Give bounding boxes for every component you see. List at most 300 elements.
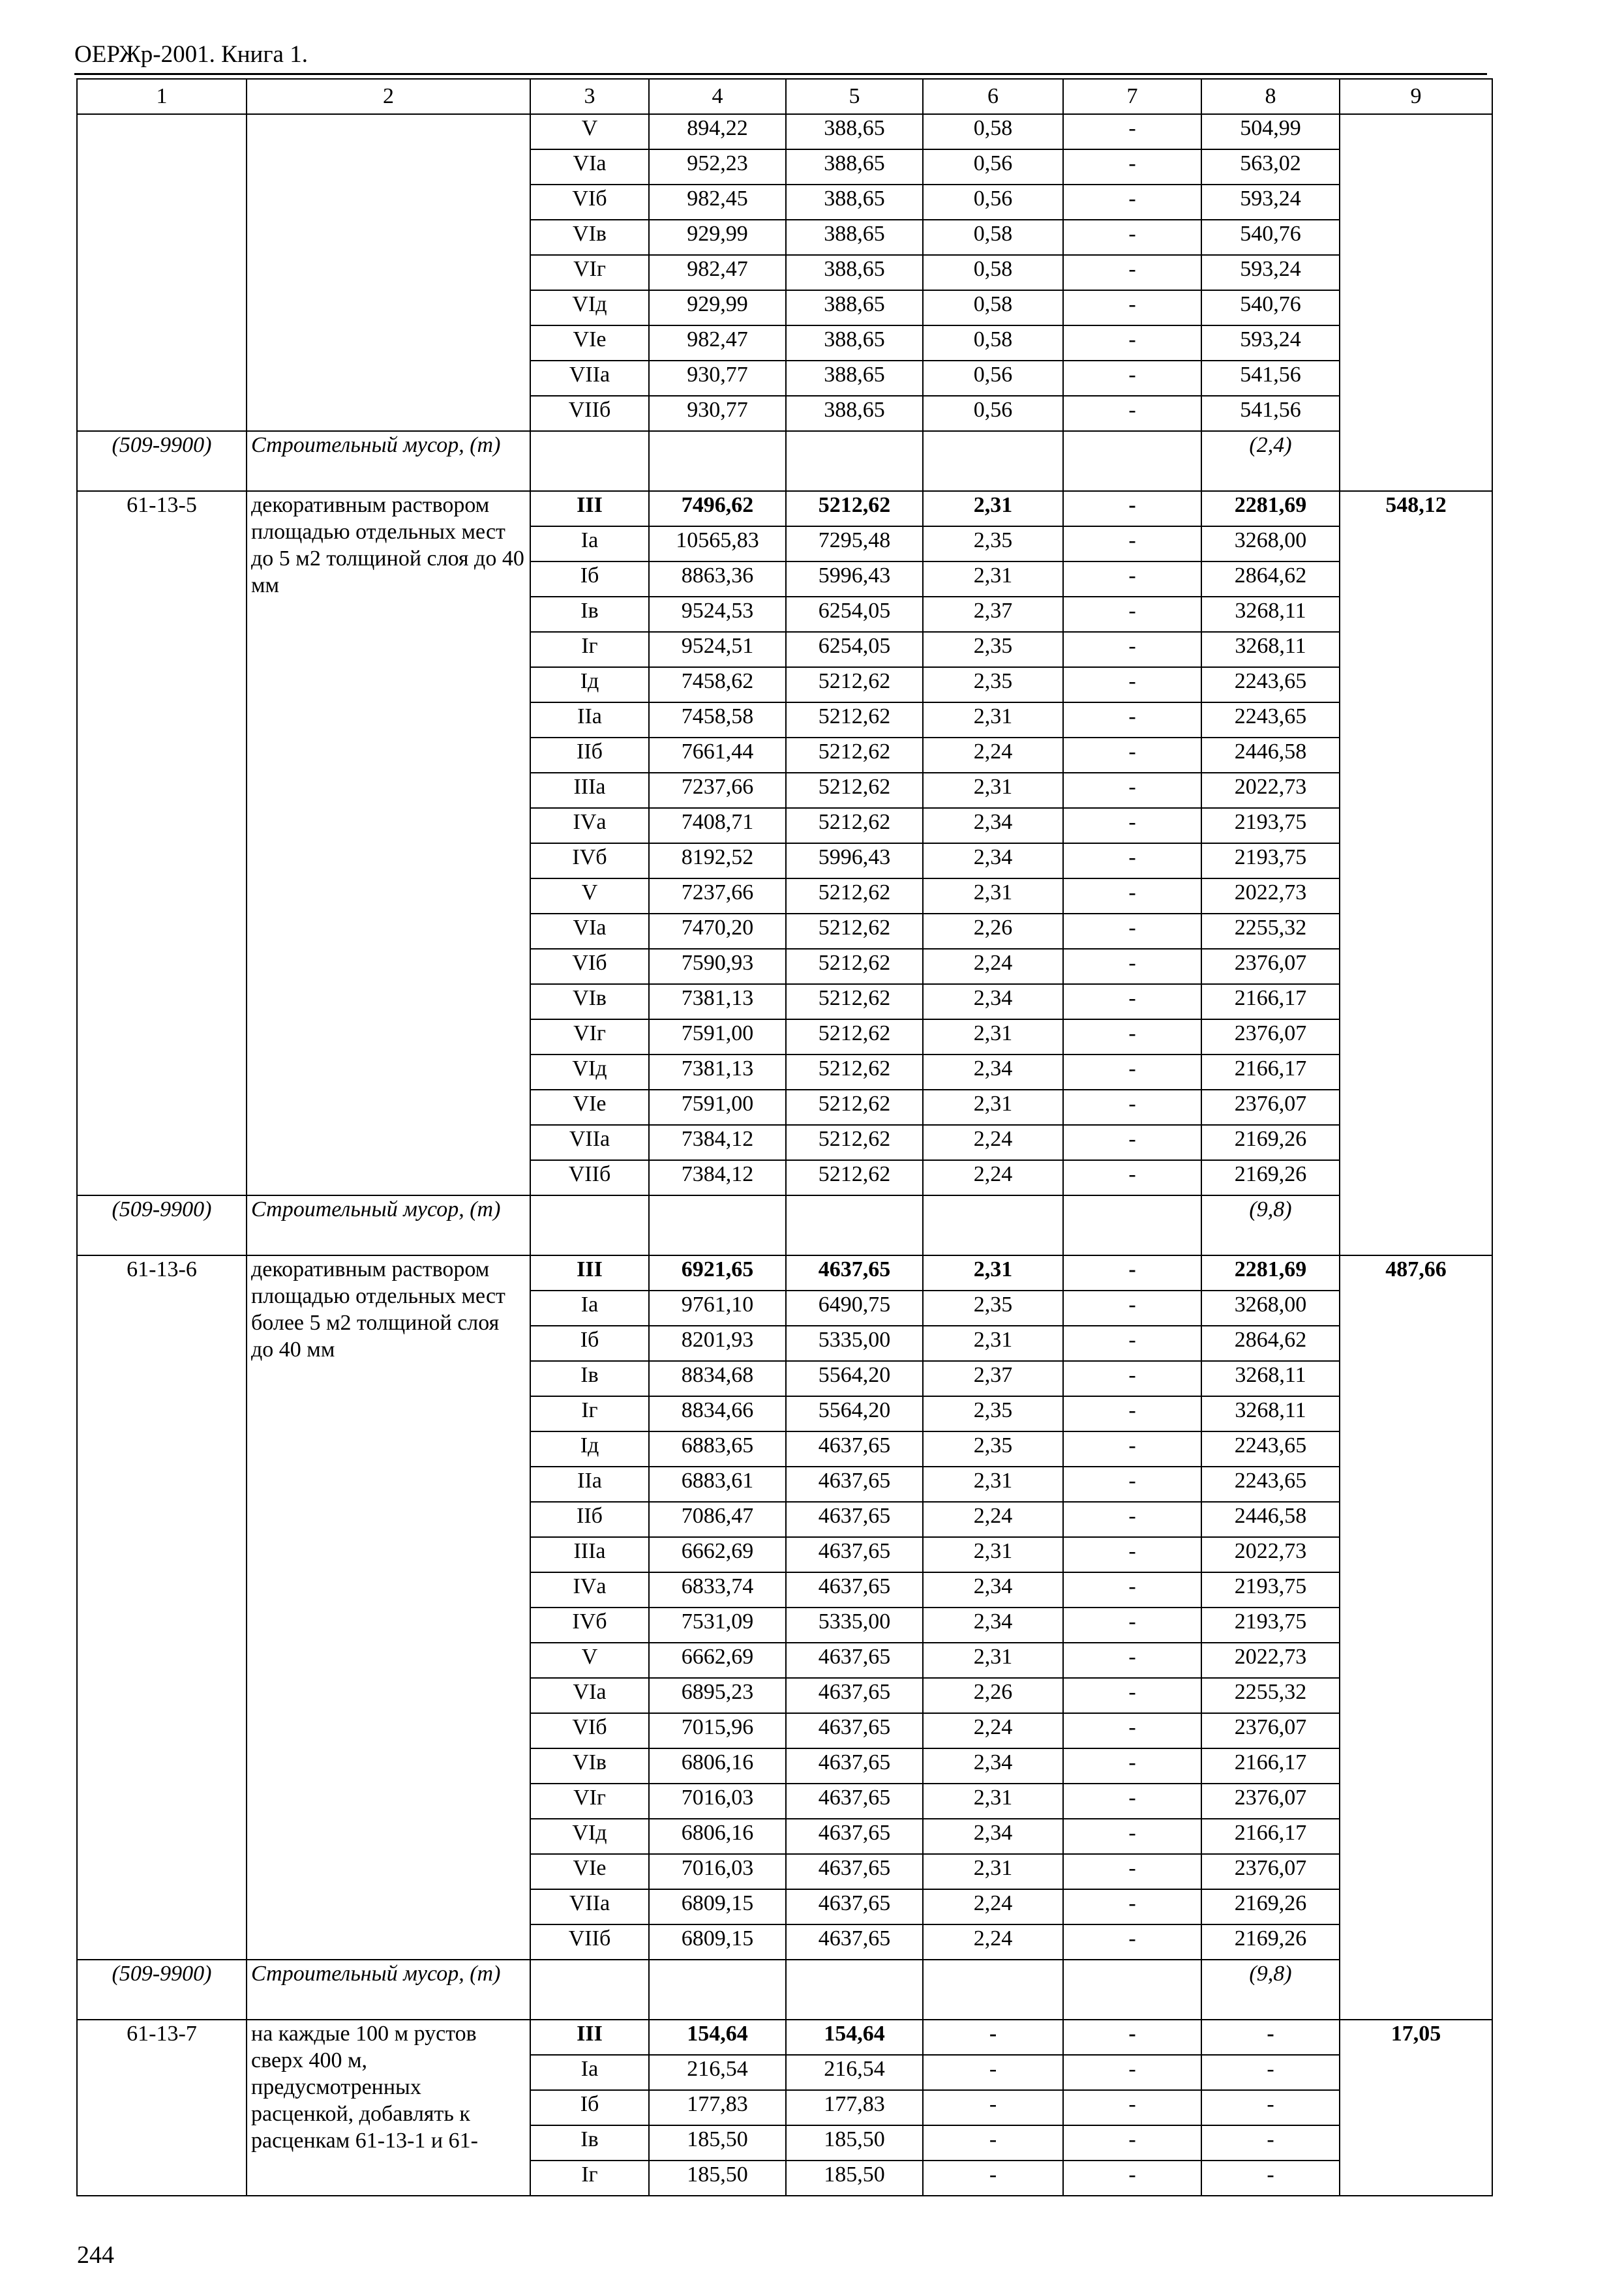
table-cell: - xyxy=(1201,2161,1340,2196)
table-cell: 4637,65 xyxy=(786,1748,923,1784)
empty-cell xyxy=(530,1960,649,2020)
table-cell: 541,56 xyxy=(1201,396,1340,431)
table-cell: - xyxy=(1063,255,1201,290)
table-cell: 563,02 xyxy=(1201,149,1340,185)
table-cell: Iв xyxy=(530,1361,649,1396)
table-cell: VIг xyxy=(530,255,649,290)
table-cell: Iд xyxy=(530,667,649,702)
table-cell: 2,24 xyxy=(923,1502,1063,1537)
table-cell: 8201,93 xyxy=(649,1326,786,1361)
table-cell: 6662,69 xyxy=(649,1643,786,1678)
table-cell: 3268,11 xyxy=(1201,597,1340,632)
table-cell: 2022,73 xyxy=(1201,773,1340,808)
table-cell: VIIа xyxy=(530,1889,649,1924)
table-cell: IVа xyxy=(530,808,649,843)
table-cell: - xyxy=(923,2020,1063,2055)
table-cell: 4637,65 xyxy=(786,1431,923,1467)
table-cell: - xyxy=(1063,984,1201,1019)
waste-value: (2,4) xyxy=(1201,431,1340,491)
table-cell: VIе xyxy=(530,1090,649,1125)
table-cell: 3268,11 xyxy=(1201,1361,1340,1396)
table-cell: VIа xyxy=(530,1678,649,1713)
table-cell: 2,31 xyxy=(923,878,1063,914)
table-cell: 4637,65 xyxy=(786,1643,923,1678)
table-cell: 5212,62 xyxy=(786,1160,923,1195)
table-cell: 7384,12 xyxy=(649,1125,786,1160)
table-cell: III xyxy=(530,1255,649,1291)
table-cell: 6883,65 xyxy=(649,1431,786,1467)
table-cell: 4637,65 xyxy=(786,1713,923,1748)
table-cell: 7237,66 xyxy=(649,878,786,914)
table-cell: - xyxy=(1063,1160,1201,1195)
table-body xyxy=(77,114,1492,2196)
table-cell: 930,77 xyxy=(649,361,786,396)
table-cell: 5996,43 xyxy=(786,843,923,878)
table-cell: 2446,58 xyxy=(1201,738,1340,773)
table-cell: IVб xyxy=(530,843,649,878)
table-cell: 8834,66 xyxy=(649,1396,786,1431)
table-cell: 7591,00 xyxy=(649,1090,786,1125)
table-cell: 2,26 xyxy=(923,914,1063,949)
table-cell: 388,65 xyxy=(786,220,923,255)
table-cell: VIд xyxy=(530,290,649,325)
table-cell: 2,35 xyxy=(923,1396,1063,1431)
table-cell: Iв xyxy=(530,2125,649,2161)
table-cell: - xyxy=(1063,1291,1201,1326)
table-cell: Iб xyxy=(530,2090,649,2125)
column-number: 2 xyxy=(247,79,530,114)
table-cell: - xyxy=(923,2125,1063,2161)
table-cell: - xyxy=(1063,1502,1201,1537)
table-cell: - xyxy=(1063,1572,1201,1608)
table-cell: 982,47 xyxy=(649,325,786,361)
table-cell: 388,65 xyxy=(786,325,923,361)
total-value xyxy=(1340,114,1492,491)
table-cell: - xyxy=(1201,2055,1340,2090)
total-value: 548,12 xyxy=(1340,491,1492,1255)
table-cell: 0,58 xyxy=(923,325,1063,361)
table-cell: - xyxy=(1063,1019,1201,1055)
table-cell: 7086,47 xyxy=(649,1502,786,1537)
table-cell: IVб xyxy=(530,1608,649,1643)
table-cell: 5212,62 xyxy=(786,1019,923,1055)
empty-cell xyxy=(1063,1195,1201,1255)
table-cell: 5996,43 xyxy=(786,561,923,597)
empty-cell xyxy=(786,431,923,491)
table-cell: 9524,51 xyxy=(649,632,786,667)
table-cell: 2166,17 xyxy=(1201,1748,1340,1784)
table-cell: 5212,62 xyxy=(786,949,923,984)
table-cell: - xyxy=(1063,1819,1201,1854)
table-cell: Iа xyxy=(530,526,649,561)
page-number: 244 xyxy=(77,2241,114,2269)
rates-table xyxy=(76,78,1493,2196)
column-number: 7 xyxy=(1063,79,1201,114)
table-cell: 2169,26 xyxy=(1201,1889,1340,1924)
table-cell: 5212,62 xyxy=(786,491,923,526)
waste-row xyxy=(77,1195,1492,1255)
table-cell: - xyxy=(1063,843,1201,878)
table-cell: - xyxy=(923,2161,1063,2196)
table-cell: IVа xyxy=(530,1572,649,1608)
table-cell: 7661,44 xyxy=(649,738,786,773)
table-cell: 5335,00 xyxy=(786,1608,923,1643)
table-cell: - xyxy=(1063,361,1201,396)
table-cell: 388,65 xyxy=(786,290,923,325)
table-cell: 2446,58 xyxy=(1201,1502,1340,1537)
table-cell: - xyxy=(1063,667,1201,702)
table-cell: VIб xyxy=(530,949,649,984)
table-cell: - xyxy=(1063,1854,1201,1889)
table-cell: 2169,26 xyxy=(1201,1924,1340,1960)
table-row xyxy=(77,114,1492,149)
table-cell: 2,31 xyxy=(923,1255,1063,1291)
waste-code: (509-9900) xyxy=(77,1195,247,1255)
table-cell: 4637,65 xyxy=(786,1572,923,1608)
table-cell: 5212,62 xyxy=(786,914,923,949)
rate-code: 61-13-6 xyxy=(77,1255,247,1960)
empty-cell xyxy=(649,431,786,491)
table-cell: 2,31 xyxy=(923,1784,1063,1819)
table-cell: 2193,75 xyxy=(1201,843,1340,878)
table-cell: 3268,00 xyxy=(1201,526,1340,561)
column-number: 5 xyxy=(786,79,923,114)
table-cell: VIг xyxy=(530,1784,649,1819)
table-cell: - xyxy=(1201,2125,1340,2161)
table-cell: - xyxy=(1063,738,1201,773)
table-cell: - xyxy=(1063,149,1201,185)
table-cell: 6490,75 xyxy=(786,1291,923,1326)
table-row xyxy=(77,1255,1492,1291)
table-cell: 2,24 xyxy=(923,949,1063,984)
table-cell: VIд xyxy=(530,1055,649,1090)
table-cell: V xyxy=(530,878,649,914)
table-cell: VIе xyxy=(530,325,649,361)
table-cell: 2243,65 xyxy=(1201,702,1340,738)
table-cell: 2255,32 xyxy=(1201,1678,1340,1713)
table-cell: - xyxy=(1063,1055,1201,1090)
table-cell: - xyxy=(1063,2161,1201,2196)
table-cell: 7015,96 xyxy=(649,1713,786,1748)
table-cell: 4637,65 xyxy=(786,1678,923,1713)
table-cell: 2022,73 xyxy=(1201,1643,1340,1678)
table-cell: 7458,58 xyxy=(649,702,786,738)
table-cell: 2,34 xyxy=(923,1572,1063,1608)
table-cell: - xyxy=(1063,632,1201,667)
table-cell: 7496,62 xyxy=(649,491,786,526)
table-cell: - xyxy=(1063,325,1201,361)
table-cell: 7591,00 xyxy=(649,1019,786,1055)
table-cell: 2,34 xyxy=(923,1819,1063,1854)
waste-row xyxy=(77,431,1492,491)
table-cell: 0,56 xyxy=(923,361,1063,396)
table-cell: 5212,62 xyxy=(786,984,923,1019)
table-cell: 7237,66 xyxy=(649,773,786,808)
table-cell: V xyxy=(530,114,649,149)
table-cell: 2243,65 xyxy=(1201,1431,1340,1467)
table-cell: 10565,83 xyxy=(649,526,786,561)
table-cell: 388,65 xyxy=(786,361,923,396)
empty-cell xyxy=(649,1960,786,2020)
table-cell: 2,35 xyxy=(923,1431,1063,1467)
table-cell: VIв xyxy=(530,984,649,1019)
table-cell: 2,35 xyxy=(923,667,1063,702)
table-cell: 8834,68 xyxy=(649,1361,786,1396)
table-cell: 9524,53 xyxy=(649,597,786,632)
table-cell: 2,35 xyxy=(923,526,1063,561)
table-cell: VIIб xyxy=(530,1924,649,1960)
waste-name: Строительный мусор, (т) xyxy=(247,1195,530,1255)
table-cell: 2376,07 xyxy=(1201,1019,1340,1055)
rate-description xyxy=(247,114,530,431)
table-cell: 2,31 xyxy=(923,1090,1063,1125)
column-number: 8 xyxy=(1201,79,1340,114)
table-cell: - xyxy=(1063,1537,1201,1572)
table-cell: IIб xyxy=(530,738,649,773)
table-cell: 2,31 xyxy=(923,491,1063,526)
table-cell: 2376,07 xyxy=(1201,1090,1340,1125)
table-cell: 593,24 xyxy=(1201,185,1340,220)
table-cell: 2255,32 xyxy=(1201,914,1340,949)
table-cell: - xyxy=(1063,526,1201,561)
table-cell: 388,65 xyxy=(786,114,923,149)
empty-cell xyxy=(786,1960,923,2020)
table-cell: 8863,36 xyxy=(649,561,786,597)
table-cell: 2,24 xyxy=(923,1889,1063,1924)
table-cell: VIв xyxy=(530,1748,649,1784)
table-cell: 7408,71 xyxy=(649,808,786,843)
table-cell: 2,31 xyxy=(923,1019,1063,1055)
table-cell: 2,34 xyxy=(923,984,1063,1019)
table-cell: - xyxy=(923,2055,1063,2090)
table-cell: 6883,61 xyxy=(649,1467,786,1502)
table-cell: - xyxy=(1063,2125,1201,2161)
table-cell: 504,99 xyxy=(1201,114,1340,149)
rate-code xyxy=(77,114,247,431)
rate-description: на каждые 100 м рустов сверх 400 м, предусмотренных расценкой, добавлять к расценкам 61-13-1 и 61- xyxy=(247,2020,530,2196)
table-cell: 2,35 xyxy=(923,1291,1063,1326)
table-cell: - xyxy=(1063,1924,1201,1960)
waste-row xyxy=(77,1960,1492,2020)
table-cell: 982,47 xyxy=(649,255,786,290)
table-cell: 5212,62 xyxy=(786,702,923,738)
table-cell: VIе xyxy=(530,1854,649,1889)
table-cell: VIв xyxy=(530,220,649,255)
table-cell: - xyxy=(1063,2090,1201,2125)
table-cell: 2,31 xyxy=(923,773,1063,808)
rate-description: декоративным раствором площадью отдельных мест до 5 м2 толщиной слоя до 40 мм xyxy=(247,491,530,1195)
table-cell: 7470,20 xyxy=(649,914,786,949)
table-cell: 216,54 xyxy=(786,2055,923,2090)
table-cell: 2376,07 xyxy=(1201,1784,1340,1819)
table-cell: Iв xyxy=(530,597,649,632)
table-cell: 2376,07 xyxy=(1201,1713,1340,1748)
table-cell: - xyxy=(1063,2055,1201,2090)
table-cell: VIг xyxy=(530,1019,649,1055)
table-cell: 2,37 xyxy=(923,1361,1063,1396)
table-cell: - xyxy=(1063,185,1201,220)
table-cell: - xyxy=(1063,1889,1201,1924)
table-cell: 154,64 xyxy=(786,2020,923,2055)
table-cell: 541,56 xyxy=(1201,361,1340,396)
table-cell: 4637,65 xyxy=(786,1889,923,1924)
table-cell: 4637,65 xyxy=(786,1819,923,1854)
table-cell: 6806,16 xyxy=(649,1819,786,1854)
table-cell: 7590,93 xyxy=(649,949,786,984)
empty-cell xyxy=(530,431,649,491)
table-row xyxy=(77,2020,1492,2055)
table-cell: 2169,26 xyxy=(1201,1125,1340,1160)
table-cell: 2,31 xyxy=(923,1326,1063,1361)
table-cell: Iг xyxy=(530,632,649,667)
table-cell: 388,65 xyxy=(786,185,923,220)
empty-cell xyxy=(923,1195,1063,1255)
table-cell: 185,50 xyxy=(786,2125,923,2161)
table-cell: 0,58 xyxy=(923,114,1063,149)
table-cell: 5212,62 xyxy=(786,878,923,914)
table-cell: 2166,17 xyxy=(1201,1055,1340,1090)
table-cell: Iб xyxy=(530,561,649,597)
total-value: 17,05 xyxy=(1340,2020,1492,2196)
table-cell: 6895,23 xyxy=(649,1678,786,1713)
column-number-row xyxy=(77,79,1492,114)
table-cell: 2,34 xyxy=(923,1748,1063,1784)
rate-description: декоративным раствором площадью отдельных мест более 5 м2 толщиной слоя до 40 мм xyxy=(247,1255,530,1960)
table-cell: III xyxy=(530,2020,649,2055)
table-cell: VIа xyxy=(530,914,649,949)
column-number: 4 xyxy=(649,79,786,114)
table-cell: Iд xyxy=(530,1431,649,1467)
table-cell: 5212,62 xyxy=(786,773,923,808)
table-cell: 5212,62 xyxy=(786,1090,923,1125)
table-cell: 6833,74 xyxy=(649,1572,786,1608)
column-number: 6 xyxy=(923,79,1063,114)
total-value: 487,66 xyxy=(1340,1255,1492,2020)
column-number: 1 xyxy=(77,79,247,114)
table-cell: 6254,05 xyxy=(786,597,923,632)
table-cell: - xyxy=(1063,1467,1201,1502)
table-cell: VIIа xyxy=(530,361,649,396)
table-cell: 6809,15 xyxy=(649,1889,786,1924)
table-cell: 2243,65 xyxy=(1201,667,1340,702)
page-header: ОЕРЖр-2001. Книга 1. xyxy=(74,41,308,68)
table-cell: 2,31 xyxy=(923,702,1063,738)
table-cell: - xyxy=(1063,1255,1201,1291)
table-cell: 2,34 xyxy=(923,1608,1063,1643)
table-cell: - xyxy=(1063,949,1201,984)
table-cell: 2,31 xyxy=(923,1643,1063,1678)
column-number: 3 xyxy=(530,79,649,114)
table-cell: 4637,65 xyxy=(786,1537,923,1572)
table-cell: - xyxy=(1063,396,1201,431)
table-cell: 930,77 xyxy=(649,396,786,431)
table-cell: 7381,13 xyxy=(649,984,786,1019)
table-cell: 7016,03 xyxy=(649,1854,786,1889)
table-cell: 3268,11 xyxy=(1201,1396,1340,1431)
table-cell: - xyxy=(1063,1361,1201,1396)
table-cell: - xyxy=(1063,1678,1201,1713)
table-cell: 2193,75 xyxy=(1201,808,1340,843)
table-cell: 982,45 xyxy=(649,185,786,220)
table-cell: - xyxy=(923,2090,1063,2125)
table-cell: 2,34 xyxy=(923,1055,1063,1090)
table-cell: - xyxy=(1063,1784,1201,1819)
table-cell: IIIа xyxy=(530,1537,649,1572)
table-cell: 7384,12 xyxy=(649,1160,786,1195)
table-cell: - xyxy=(1063,1125,1201,1160)
table-cell: 2,34 xyxy=(923,843,1063,878)
table-cell: 2,24 xyxy=(923,1125,1063,1160)
table-cell: VIIб xyxy=(530,396,649,431)
table-cell: - xyxy=(1063,597,1201,632)
table-cell: 929,99 xyxy=(649,290,786,325)
table-cell: 0,56 xyxy=(923,149,1063,185)
table-cell: 388,65 xyxy=(786,149,923,185)
table-cell: 2281,69 xyxy=(1201,1255,1340,1291)
table-cell: - xyxy=(1063,491,1201,526)
table-cell: - xyxy=(1063,561,1201,597)
table-cell: 5212,62 xyxy=(786,1055,923,1090)
table-cell: 4637,65 xyxy=(786,1784,923,1819)
table-cell: 540,76 xyxy=(1201,220,1340,255)
table-cell: 2376,07 xyxy=(1201,1854,1340,1889)
table-cell: 2243,65 xyxy=(1201,1467,1340,1502)
table-cell: 185,50 xyxy=(786,2161,923,2196)
table-cell: 540,76 xyxy=(1201,290,1340,325)
waste-name: Строительный мусор, (т) xyxy=(247,1960,530,2020)
table-cell: 7458,62 xyxy=(649,667,786,702)
table-cell: - xyxy=(1063,914,1201,949)
table-cell: 7531,09 xyxy=(649,1608,786,1643)
table-cell: 2,37 xyxy=(923,597,1063,632)
table-cell: - xyxy=(1063,1396,1201,1431)
table-cell: 2,24 xyxy=(923,1160,1063,1195)
table-cell: Iб xyxy=(530,1326,649,1361)
table-cell: 154,64 xyxy=(649,2020,786,2055)
empty-cell xyxy=(923,1960,1063,2020)
table-cell: 2281,69 xyxy=(1201,491,1340,526)
table-cell: Iа xyxy=(530,2055,649,2090)
empty-cell xyxy=(923,431,1063,491)
table-cell: 929,99 xyxy=(649,220,786,255)
table-cell: 5212,62 xyxy=(786,738,923,773)
table-cell: - xyxy=(1063,1090,1201,1125)
table-cell: 952,23 xyxy=(649,149,786,185)
table-cell: VIа xyxy=(530,149,649,185)
empty-cell xyxy=(530,1195,649,1255)
table-cell: 388,65 xyxy=(786,255,923,290)
table-cell: 0,58 xyxy=(923,290,1063,325)
table-cell: 2,24 xyxy=(923,1713,1063,1748)
table-cell: 2193,75 xyxy=(1201,1572,1340,1608)
table-cell: 2,31 xyxy=(923,1467,1063,1502)
table-cell: - xyxy=(1063,1431,1201,1467)
table-cell: - xyxy=(1063,290,1201,325)
table-cell: 5564,20 xyxy=(786,1361,923,1396)
table-cell: 3268,00 xyxy=(1201,1291,1340,1326)
waste-code: (509-9900) xyxy=(77,1960,247,2020)
table-cell: - xyxy=(1063,1643,1201,1678)
table-cell: 6806,16 xyxy=(649,1748,786,1784)
table-cell: VIб xyxy=(530,1713,649,1748)
table-cell: 2,24 xyxy=(923,1924,1063,1960)
table-cell: VIIб xyxy=(530,1160,649,1195)
table-cell: 185,50 xyxy=(649,2125,786,2161)
table-cell: V xyxy=(530,1643,649,1678)
table-cell: 4637,65 xyxy=(786,1502,923,1537)
table-cell: 593,24 xyxy=(1201,255,1340,290)
table-cell: 2022,73 xyxy=(1201,1537,1340,1572)
